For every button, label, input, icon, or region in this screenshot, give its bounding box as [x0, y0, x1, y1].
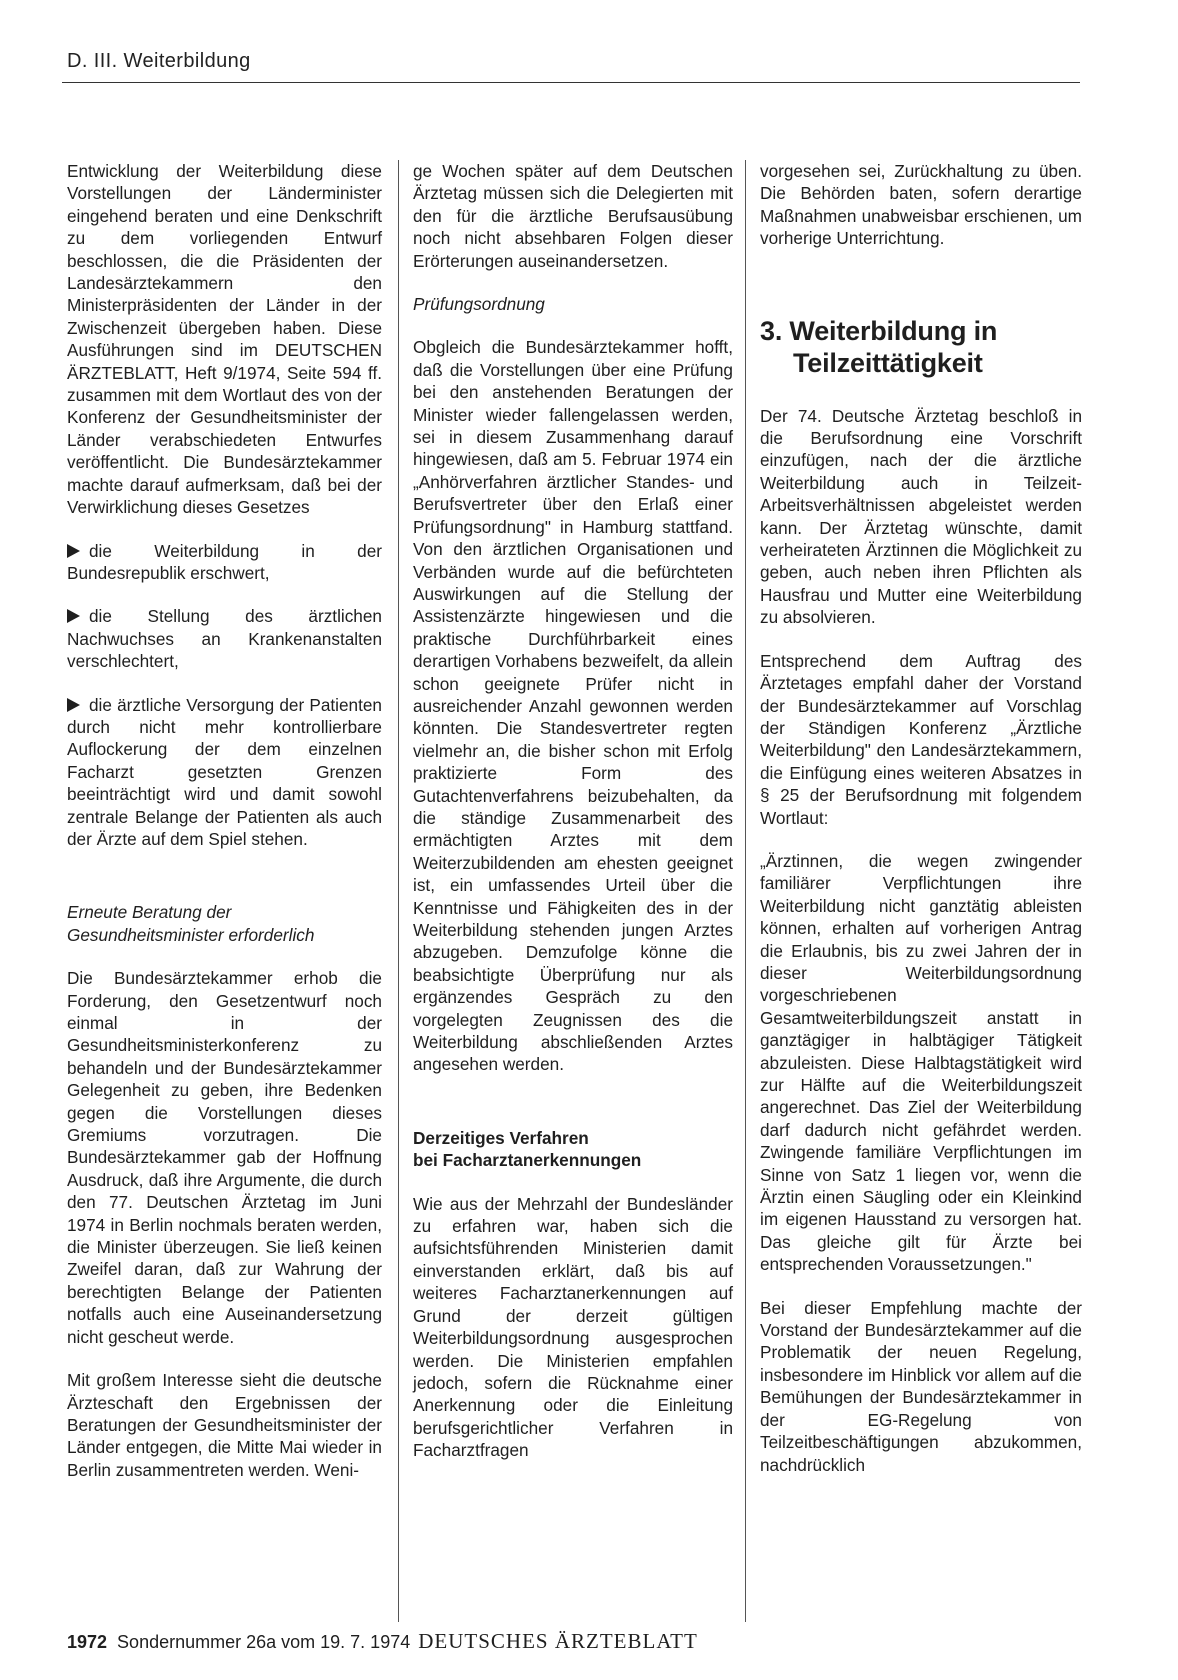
paragraph: Mit großem Interesse sieht die deutsche Ärzteschaft den Ergebnissen der Beratungen der Gesundheitsminister der Länder entgegen, die Mitte Mai wieder in Berlin zusammentreten werden. Weni-: [67, 1370, 382, 1480]
bullet-item: die Stellung des ärztlichen Nachwuchses an Krankenanstalten verschlechtert,: [67, 606, 382, 672]
paragraph: Die Bundesärztekammer erhob die Forderung, den Gesetzentwurf noch einmal in der Gesundheitsministerkonferenz zu behandeln und der Bundesärztekammer Gelegenheit zu geben, ihre Bedenken gegen die Vorstellungen dieses Gremiums vorzutragen. Die Bundesärztekammer gab der Hoffnung Ausdruck, daß ihre Argumente, die durch den 77. Deutschen Ärztetag im Juni 1974 in Berlin nochmals beraten werden, die Minister überzeugen. Sie ließ keinen Zweifel daran, daß zur Wahrung der berechtigten Belange der Patienten notfalls auch eine Auseinandersetzung nicht gescheut werde.: [67, 968, 382, 1347]
paragraph: Entsprechend dem Auftrag des Ärztetages empfahl daher der Vorstand der Bundesärztekammer auf Vorschlag der Ständigen Konferenz „Ärztliche Weiterbildung" den Landesärztekammern, die Einfügung eines weiteren Absatzes in § 25 der Berufsordnung mit folgendem Wortlaut:: [760, 650, 1082, 828]
paragraph: Bei dieser Empfehlung machte der Vorstand der Bundesärztekammer auf die Problematik der neuen Regelung, insbesondere im Hinblick vor allem auf die Bemühungen der Bundesärztekammer in der EG-Regelung von Teilzeitbeschäftigungen abzukommen, nachdrücklich: [760, 1297, 1082, 1475]
paragraph: vorgesehen sei, Zurückhaltung zu üben. Die Behörden baten, sofern derartige Maßnahmen unabweisbar erschienen, um vorherige Unterrichtung.: [760, 161, 1082, 249]
column-divider: [398, 160, 399, 1622]
running-header: D. III. Weiterbildung: [67, 50, 251, 72]
header-rule: [62, 82, 1080, 83]
triangle-bullet-icon: [67, 544, 80, 558]
bullet-item: die Weiterbildung in der Bundesrepublik erschwert,: [67, 540, 382, 583]
paragraph: ge Wochen später auf dem Deutschen Ärztetag müssen sich die Delegierten mit den für die ärztliche Berufsausübung noch nicht absehbaren Folgen dieser Erörterungen auseinandersetzen.: [413, 161, 733, 271]
column-2: [413, 160, 733, 1462]
issue-info: Sondernummer 26a vom 19. 7. 1974: [117, 1632, 411, 1652]
paragraph: Obgleich die Bundesärztekammer hofft, daß die Vorstellungen über eine Prüfung bei den anstehenden Beratungen der Minister wieder fallengelassen werden, sei in diesem Zusammenhang darauf hingewiesen, daß am 5. Februar 1974 ein „Anhörverfahren ärztlicher Standes- und Berufsvertreter über den Erlaß einer Prüfungsordnung" in Hamburg stattfand. Von den ärztlichen Organisationen und Verbänden wurde auf die befürchteten Auswirkungen auf die Stellung der Assistenzärzte hingewiesen und die praktische Durchführbarkeit eines derartigen Vorhabens bezweifelt, da allein schon geeignete Prüfer nicht in ausreichender Anzahl gewonnen werden könnten. Die Standesvertreter regten vielmehr an, die bisher schon mit Erfolg praktizierte Form des Gutachtenverfahrens beizubehalten, da die ständige Zusammenarbeit des ermächtigten Arztes mit dem Weiterzubildenden am ehesten geeignet ist, ein umfassendes Urteil über die Kenntnisse und Fähigkeiten des in der Weiterbildung stehenden jungen Arztes abzugeben. Demzufolge könne die beabsichtigte Überprüfung nur als ergänzendes Gespräch zu den vorgelegten Zeugnissen des die Weiterbildung abschließenden Arztes angesehen werden.: [413, 337, 733, 1075]
subheading: Prüfungsordnung: [413, 294, 545, 315]
column-1: [67, 160, 382, 1481]
bullet-item: die ärztliche Versorgung der Patienten durch nicht mehr kontrollierbare Auflockerung der dem einzelnen Facharzt gesetzten Grenzen beeinträchtigt wird und damit sowohl zentrale Belange der Patienten als auch der Ärzte auf dem Spiel stehen.: [67, 694, 382, 849]
paragraph: Entwicklung der Weiterbildung diese Vorstellungen der Länderminister eingehend beraten und eine Denkschrift zu dem vorliegenden Entwurf beschlossen, die die Präsidenten der Landesärztekammern den Ministerpräsidenten der Länder in der Zwischenzeit übergeben haben. Diese Ausführungen sind im DEUTSCHEN ÄRZTEBLATT, Heft 9/1974, Seite 594 ff. zusammen mit dem Wortlaut des von der Konferenz der Gesundheitsminister der Länder verabschiedeten Entwurfes veröffentlicht. Die Bundesärztekammer machte darauf aufmerksam, daß bei der Verwirklichung dieses Gesetzes: [67, 161, 382, 518]
journal-title: DEUTSCHES ÄRZTEBLATT: [418, 1629, 698, 1653]
triangle-bullet-icon: [67, 698, 80, 712]
chapter-heading: 3. Weiterbildung in Teilzeittätigkeit: [760, 315, 998, 378]
spacer: [413, 1097, 733, 1127]
spacer: [760, 271, 1082, 315]
triangle-bullet-icon: [67, 609, 80, 623]
column-3: [760, 160, 1082, 1476]
section-heading: Derzeitiges Verfahren bei Facharztanerkennungen: [413, 1127, 642, 1171]
subheading: Erneute Beratung der Gesundheitsminister erforderlich: [67, 902, 315, 945]
page-number: 1972: [67, 1632, 108, 1652]
column-divider: [745, 160, 746, 1622]
paragraph: Wie aus der Mehrzahl der Bundesländer zu erfahren war, haben sich die aufsichtsführenden Ministerien damit einverstanden erklärt, daß bis auf weiteres Facharztanerkennungen auf Grund der derzeit gültigen Weiterbildungsordnung ausgesprochen werden. Die Ministerien empfahlen jedoch, sofern die Rücknahme einer Anerkennung oder die Einleitung berufsgerichtlicher Verfahren in Facharztfragen: [413, 1193, 733, 1461]
spacer: [67, 871, 382, 901]
page-footer: [67, 1629, 698, 1654]
quotation: „Ärztinnen, die wegen zwingender familiärer Verpflichtungen ihre Weiterbildung nicht ganztätig ableisten können, erhalten auf vorherigen Antrag die Erlaubnis, bis zu zwei Jahren der in dieser Weiterbildungsordnung vorgeschriebenen Gesamtweiterbildungszeit anstatt in ganztägiger in halbtägiger Tätigkeit abzuleisten. Diese Halbtagstätigkeit wird zur Hälfte auf die Weiterbildungszeit angerechnet. Das Ziel der Weiterbildung darf dadurch nicht gefährdet werden. Zwingende familiäre Verpflichtungen im Sinne von Satz 1 liegen vor, wenn die Ärztin einen Säugling oder ein Kleinkind im eigenen Hausstand zu versorgen hat. Das gleiche gilt für Ärzte bei entsprechenden Voraussetzungen.": [760, 850, 1082, 1275]
paragraph: Der 74. Deutsche Ärztetag beschloß in die Berufsordnung eine Vorschrift einzufügen, nach der die ärztliche Weiterbildung auch in Teilzeit-Arbeitsverhältnissen abgeleistet werden kann. Der Ärztetag wünschte, damit verheirateten Ärztinnen die Möglichkeit zu geben, auch neben ihren Pflichten als Hausfrau und Mutter eine Weiterbildung zu absolvieren.: [760, 405, 1082, 628]
